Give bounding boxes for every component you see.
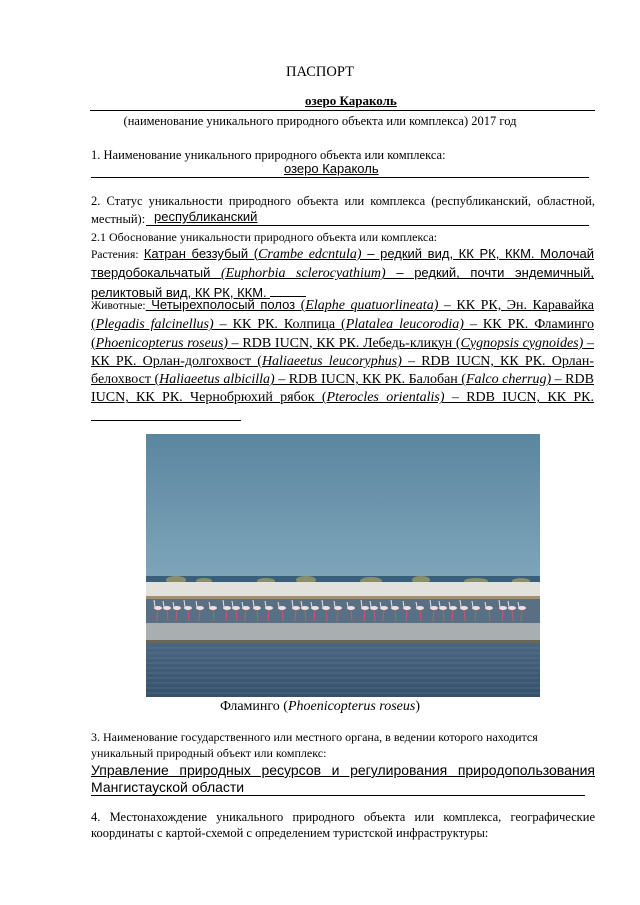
animals-segment-latin: Phoenicopterus roseus) — [95, 335, 228, 351]
section1-field — [91, 161, 589, 178]
animals-segment: ( — [295, 298, 306, 313]
caption-common-name: Фламинго ( — [219, 699, 288, 714]
animals-segment: – КК РК. Колпица ( — [213, 317, 346, 333]
animals-segment: – RDB IUCN, КК РК. Лебедь-кликун ( — [227, 335, 461, 351]
plants-segment-latin: (Euphorbia sclerocyathium) — [220, 266, 386, 282]
section1-value: озеро Караколь — [284, 161, 379, 176]
foreground-water — [146, 643, 540, 697]
animals-fill-line — [91, 407, 241, 421]
animals-segment-latin: Haliaeetus albicilla) — [159, 372, 275, 388]
object-name-value: озеро Караколь — [305, 93, 397, 108]
plants-text — [91, 246, 594, 300]
section2-label-line1: 2. Статус уникальности природного объекта или комплекса (республиканский, областной, — [91, 194, 595, 208]
animals-segment: – RDB IUCN, КК РК. Орлан-белохвост ( — [91, 353, 594, 388]
caption-latin-name: Phoenicopterus roseus — [287, 699, 416, 714]
photo-caption — [0, 699, 640, 715]
section3-field — [91, 779, 585, 796]
sky — [146, 434, 540, 579]
plants-segment: – редкий вид, КК РК, ККМ. Молочай твердобокальчатый — [91, 246, 595, 281]
animals-segment-latin: Falco cherrug) — [465, 372, 552, 388]
plants-segment: – редкий, почти эндемичный, реликтовый вид, КК РК, ККМ. — [91, 265, 594, 300]
document-title: ПАСПОРТ — [286, 64, 354, 80]
plants-label: Растения: — [91, 249, 139, 261]
animals-paragraph — [91, 296, 594, 425]
animals-text — [91, 297, 594, 404]
section3-label-line1: 3. Наименование государственного или местного органа, в ведении которого находится — [91, 730, 538, 744]
animals-segment-latin: Cygnopsis cygnoides) — [460, 335, 584, 351]
animals-segment: – КК РК. Орлан-долгохвост ( — [91, 335, 594, 369]
flamingo-photo — [146, 434, 540, 697]
section2-1-label: 2.1 Обоснование уникальности природного объекта или комплекса: — [91, 230, 438, 244]
animals-segment: – КК РК. Фламинго ( — [91, 317, 594, 351]
sand-bank — [146, 582, 540, 597]
animals-segment: – КК РК, Эн. Каравайка ( — [91, 298, 594, 333]
section3-value-line2: Мангистауской области — [91, 779, 245, 795]
animals-segment-latin: Pterocles orientalis) — [326, 390, 445, 406]
object-name-caption: (наименование уникального природного объекта или комплекса) 2017 год — [123, 114, 517, 128]
plants-paragraph — [91, 245, 594, 301]
animals-segment-latin: Plegadis falcinellus) — [95, 317, 214, 333]
plants-segment: Катран беззубый ( — [143, 246, 259, 261]
shallow-water — [146, 599, 540, 623]
plants-fill-line — [270, 283, 306, 297]
section2-field — [146, 209, 589, 226]
animals-segment-latin: Elaphe quatuorlineata) — [305, 298, 439, 313]
section2-value: республиканский — [154, 209, 258, 224]
animals-segment-latin: Platalea leucorodia) — [345, 317, 464, 333]
animals-segment: – RDB IUCN, КК РК. — [444, 390, 595, 406]
section2-label-line2: местный): — [91, 212, 146, 226]
animals-segment: – RDB IUCN, КК РК. Балобан ( — [274, 372, 466, 388]
mud-flat — [146, 623, 540, 641]
animals-label: Животные: — [91, 300, 146, 312]
section3-label-line2: уникальный природный объект или комплекс: — [91, 746, 327, 760]
animals-segment-latin: Haliaeetus leucoryphus) — [261, 353, 402, 369]
section4-label-line1: 4. Местонахождение уникального природного объекта или комплекса, географические — [91, 810, 595, 824]
section3-value-line1: Управление природных ресурсов и регулирования природопользования — [91, 762, 595, 778]
plants-segment-latin: Crambe edcntula) — [258, 247, 362, 262]
animals-segment: – RDB IUCN, КК РК. Чернобрюхий рябок ( — [91, 372, 594, 406]
section4-label-line2: координаты с картой-схемой с определением туристской инфраструктуры: — [91, 826, 489, 840]
section1-label: 1. Наименование уникального природного объекта или комплекса: — [91, 148, 446, 162]
animals-segment: Четырехполосый полоз — [145, 297, 296, 312]
caption-close: ) — [415, 699, 421, 714]
object-name-field — [90, 93, 595, 111]
